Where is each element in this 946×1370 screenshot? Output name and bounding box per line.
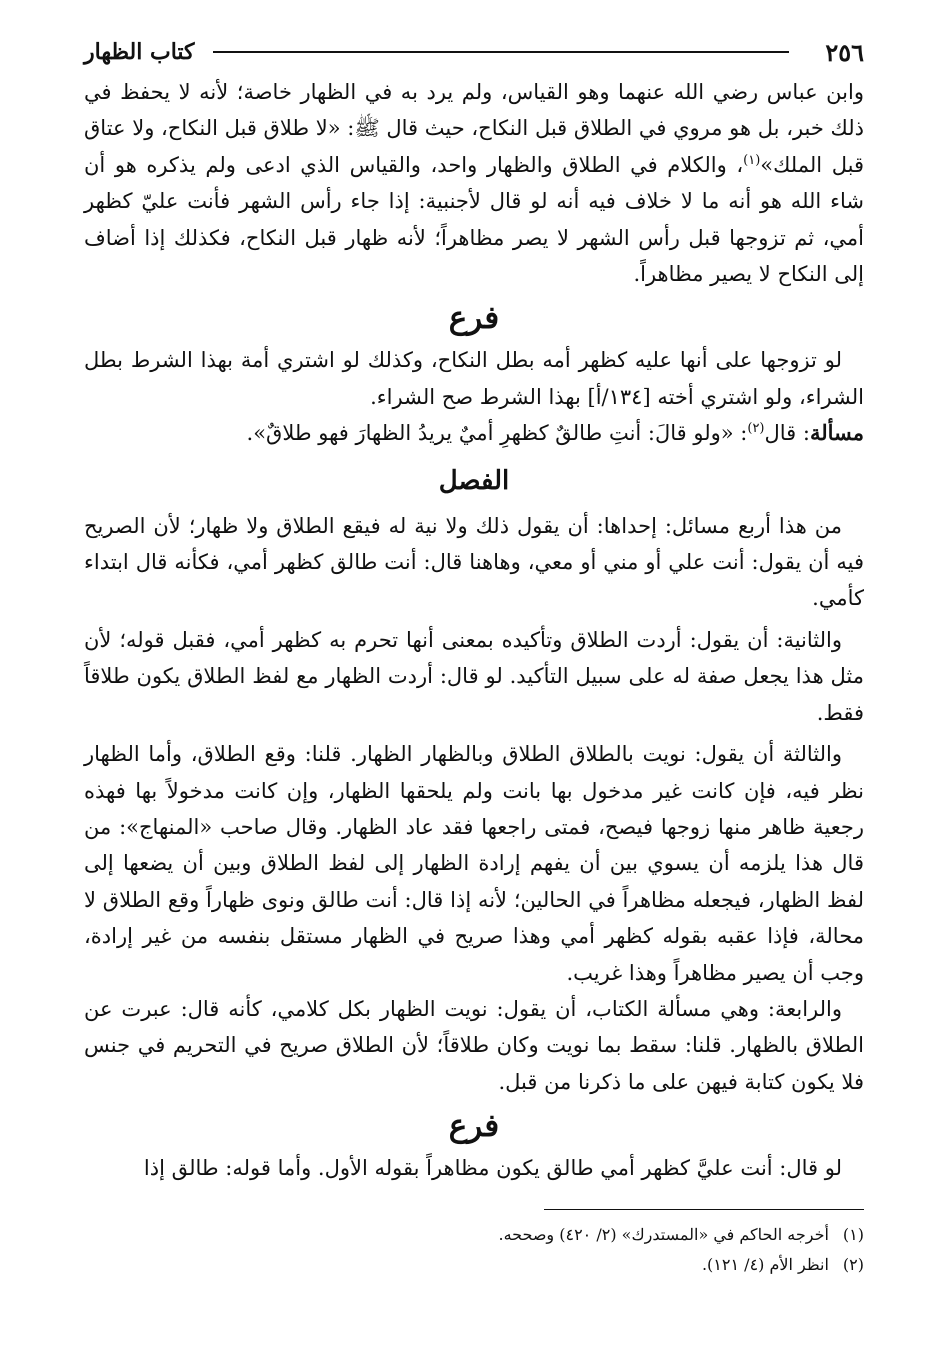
opening-paragraph [84,74,864,292]
far-paragraph-1: لو تزوجها على أنها عليه كظهر أمه بطل النكاح، وكذلك لو اشتري أمة بهذا الشرط بطل الشراء، ولو اشتري أخته [١٣٤/أ] بهذا الشرط صح الشراء. [84,348,864,409]
far-heading-2: فرع [448,1108,500,1145]
footnote-1 [84,1220,864,1250]
far-heading-1: فرع [448,300,500,337]
fasl-paragraph-4: والرابعة: وهي مسألة الكتاب، أن يقول: نويت الظهار بكل كلامي، كأنه قال: عبرت عن الطلاق بالظهار. قلنا: سقط بما نويت وكان طلاقاً؛ لأن الطلاق صريح في التحريم في جنس فلا يكون كتابة فيهن على ما ذكرنا من قبل. [84,996,864,1094]
fasl-paragraph-3: والثالثة أن يقول: نويت بالطلاق الطلاق وبالظهار الظهار. قلنا: وقع الطلاق، وأما الظهار نظر فيه، فإن كانت غير مدخول بها بانت ولم يلحقها الظهار، وإن كانت مدخولاً بها فهذه رجعية ظاهر منها زوجها فيصح، فمتى راجعها فقد عاد الظهار. وقال صاحب «المنهاج»: من قال هذا يلزمه أن يسوي بين أن يفهم إرادة الظهار إلى لفظ الطلاق وبين أن يضعها إلى لفظ الظهار، فيجعله مظاهراً في الحالين؛ لأنه إذا قال: أنت طالق ونوى ظهاراً وقع الطلاق لا محالة، فإذا عقبه بقوله كظهر أمي وهذا صريح في الظهار مستقل بنفسه من غير إرادة، وجب أن يصير مظاهراً وهذا غريب. [84,742,864,985]
footnote-text: أخرجه الحاكم في «المستدرك» (٢/ ٤٢٠) وصححه. [498,1224,829,1244]
fasl-heading: الفصل [438,465,510,496]
footnote-number: (١) [842,1224,864,1244]
opening-paragraph-text: وابن عباس رضي الله عنهما وهو القياس، ولم يرد به في الظهار خاصة؛ لأنه لا يحفظ في ذلك خبر، بل هو مروي في الطلاق قبل النكاح، حيث قال ﷺ: «لا طلاق قبل النكاح، ولا عتاق قبل الملك» [84,80,865,177]
masala-before-ref: : قال [764,421,810,446]
far-paragraph-2: لو قال: أنت عليَّ كظهر أمي طالق يكون مظاهراً بقوله الأول. وأما قوله: طالق إذا [143,1156,842,1181]
footnote-2 [84,1250,864,1280]
footnote-ref-1: (١) [743,152,761,168]
main-text [84,74,864,1187]
footnote-ref-2: (٢) [747,421,765,437]
opening-paragraph-end: ، والكلام في الطلاق والظهار واحد، والقياس الذي ادعى ولم يذكره هو أن شاء الله هو أنه ما لا خلاف فيه أنه لو قال لأجنبية: إذا جاء رأس الشهر فأنت عليّ كظهر أمي، ثم تزوجها قبل رأس الشهر لا يصر مظاهراً؛ لأنه ظهار قبل النكاح، فكذلك إذا أضاف إلى النكاح لا يصير مظاهراً. [84,152,864,287]
header-rule [213,51,790,53]
masala-paragraph [84,415,864,451]
book-page [84,30,864,1280]
masala-quote: : «ولو قالَ: أنتِ طالقٌ كظهرِ أميٌ يريدُ الظهارَ فهو طلاقٌ». [246,421,748,446]
footnote-number: (٢) [842,1254,864,1274]
footnote-rule [544,1209,864,1210]
masala-label: مسألة [809,420,864,446]
fasl-paragraph-2: والثانية: أن يقول: أردت الطلاق وتأكيده بمعنى أنها تحرم به كظهر أمي، فقبل قوله؛ لأن مثل هذا يجعل صفة له على سبيل التأكيد. لو قال: أردت الظهار مع لفظ الطلاق يكون طلاقاً فقط. [84,627,864,725]
footnotes [84,1220,864,1280]
running-header [84,30,864,74]
footnote-text: انظر الأم (٤/ ١٢١). [701,1254,829,1274]
fasl-paragraph-1: من هذا أربع مسائل: إحداها: أن يقول ذلك ولا نية له فيقع الطلاق ولا ظهار؛ لأن الصريح فيه أن يقول: أنت علي أو مني أو معي، وهاهنا قال: أنت طالق كظهر أمي، فكأنه قال ابتداء كأمي. [84,513,864,611]
book-title: كتاب الظهار [84,39,195,65]
page-number: ٢٥٦ [825,37,864,67]
